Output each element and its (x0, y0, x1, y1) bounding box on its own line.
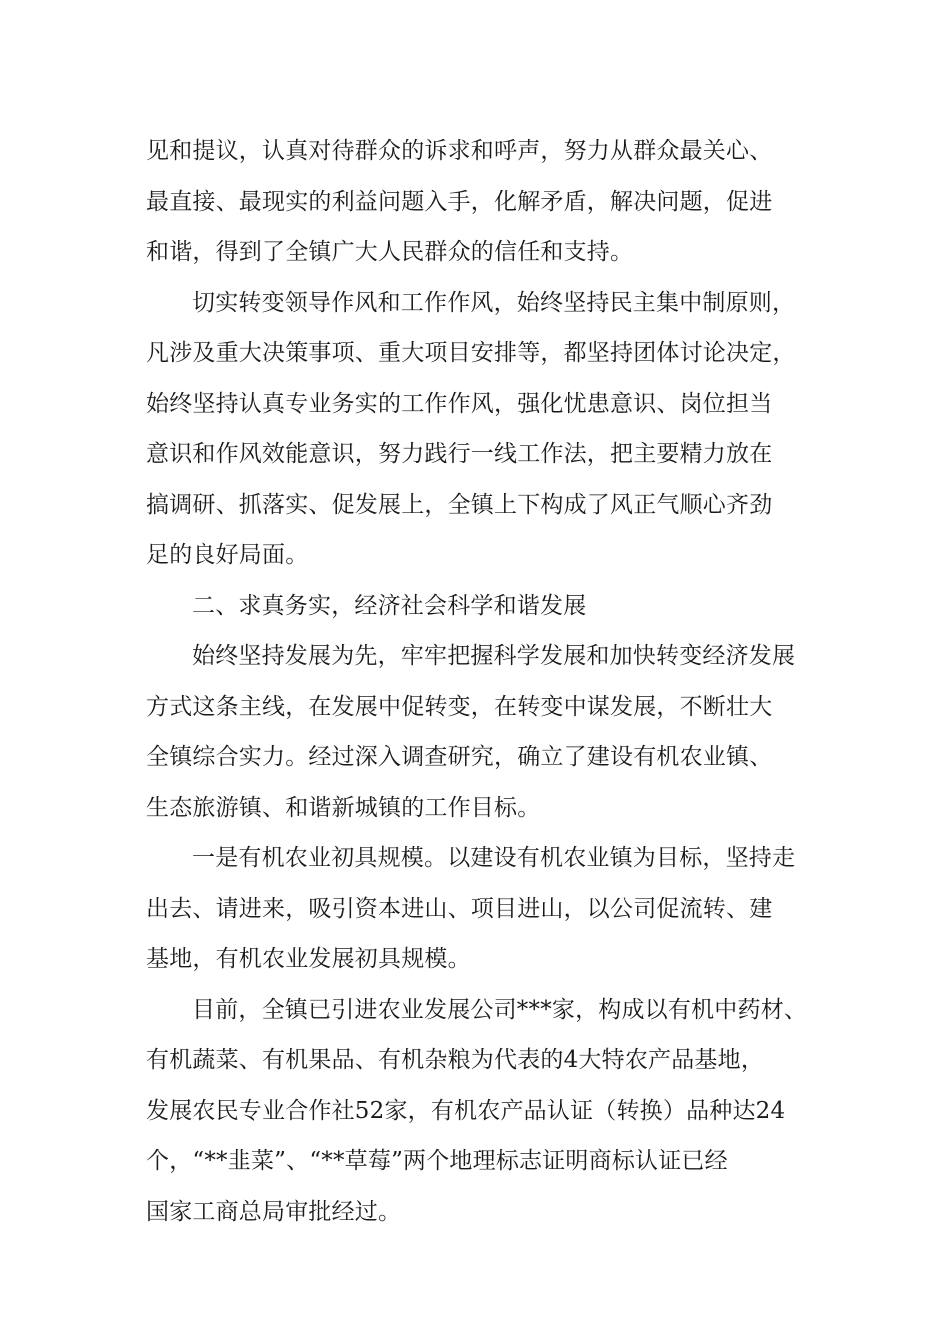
text-line: 始终坚持认真专业务实的工作作风，强化忧患意识、岗位担当 (146, 390, 773, 417)
text-line: 基地，有机农业发展初具规模。 (146, 946, 471, 972)
text-line: 一是有机农业初具规模。以建设有机农业镇为目标，坚持走 (192, 845, 796, 871)
text-line: 切实转变领导作风和工作作风，始终坚持民主集中制原则， (192, 289, 796, 316)
text-line: 和谐，得到了全镇广大人民群众的信任和支持。 (146, 239, 634, 265)
heading-line: 二、求真务实，经济社会科学和谐发展 (192, 592, 587, 619)
document-page (146, 126, 806, 1237)
text-line: 最直接、最现实的利益问题入手，化解矛盾，解决问题，促进 (146, 188, 773, 215)
text-line: 足的良好局面。 (146, 542, 309, 568)
text-line: 始终坚持发展为先，牢牢把握科学发展和加快转变经济发展 (192, 643, 796, 669)
text-line: 个，“**韭菜”、“**草莓”两个地理标志证明商标认证已经 (146, 1148, 728, 1174)
text-line: 国家工商总局审批经过。 (146, 1198, 402, 1225)
text-line: 方式这条主线，在发展中促转变，在转变中谋发展，不断壮大 (146, 693, 773, 720)
paragraph-2 (146, 278, 806, 581)
text-line: 凡涉及重大决策事项、重大项目安排等，都坚持团体讨论决定， (146, 340, 796, 366)
text-line: 发展农民专业合作社52家，有机农产品认证（转换）品种达24 (146, 1097, 786, 1124)
text-line: 意识和作风效能意识，努力践行一线工作法，把主要精力放在 (146, 441, 773, 467)
paragraph-6 (146, 985, 806, 1238)
text-line: 生态旅游镇、和谐新城镇的工作目标。 (146, 794, 541, 821)
text-line: 搞调研、抓落实、促发展上，全镇上下构成了风正气顺心齐劲 (146, 491, 773, 518)
text-line: 全镇综合实力。经过深入调查研究，确立了建设有机农业镇、 (146, 744, 773, 770)
paragraph-5 (146, 833, 806, 985)
text-line: 目前，全镇已引进农业发展公司***家，构成以有机中药材、 (192, 996, 808, 1023)
paragraph-4 (146, 631, 806, 833)
text-line: 见和提议，认真对待群众的诉求和呼声，努力从群众最关心、 (146, 138, 773, 164)
paragraph-1 (146, 126, 806, 278)
text-line: 出去、请进来，吸引资本进山、项目进山，以公司促流转、建 (146, 895, 773, 922)
section-heading (146, 581, 806, 632)
text-line: 有机蔬菜、有机果品、有机杂粮为代表的4大特农产品基地， (146, 1047, 765, 1073)
